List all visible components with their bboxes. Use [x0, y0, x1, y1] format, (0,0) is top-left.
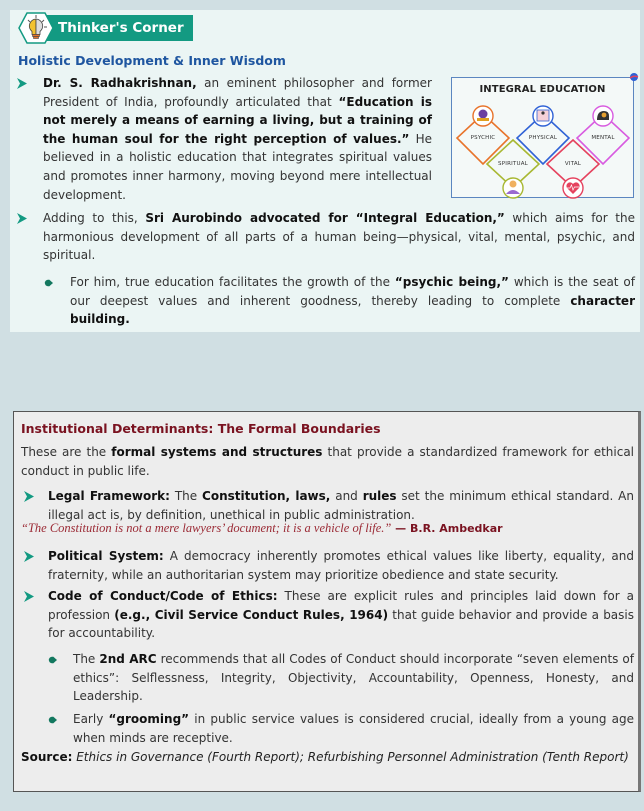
arc-recommendation-item: The 2nd ARC recommends that all Codes of Conduct should incorporate “seven elements of ethics”: Selflessness, Integrity, Objectivity, Accountability, Openness, Honesty, and Leadership. — [73, 652, 634, 704]
chevron-bullet-icon — [17, 213, 27, 224]
praying-icon — [503, 178, 523, 198]
thinkers-corner-panel — [10, 10, 640, 332]
source-citation: Source: Ethics in Governance (Fourth Report); Refurbishing Personnel Administration (Tenth Report) — [21, 750, 629, 764]
brain-icon — [593, 106, 613, 126]
logo-mark-icon — [629, 72, 639, 82]
legal-framework-item: Legal Framework: The Constitution, laws, and rules set the minimum ethical standard. An illegal act is, by definition, unethical in public administration. — [48, 489, 634, 522]
section-heading: Holistic Development & Inner Wisdom — [18, 53, 286, 68]
psychic-label: PSYCHIC — [470, 135, 496, 141]
physical-label: PHYSICAL — [528, 135, 558, 141]
diamond-bullet-icon — [48, 655, 58, 665]
code-of-conduct-item: Code of Conduct/Code of Ethics: These are explicit rules and principles laid down for a profession (e.g., Civil Service Conduct Rules, 1964) that guide behavior and provide a basis for accountability. — [48, 589, 635, 641]
body-icon — [533, 106, 553, 126]
diamond-bullet-icon — [48, 715, 58, 725]
chevron-bullet-icon — [24, 551, 34, 562]
meditation-icon — [473, 106, 493, 126]
aurobindo-paragraph: Adding to this, Sri Aurobindo advocated for “Integral Education,” which aims for the harmonious development of all parts of a human being—physical, vital, mental, psychic, and spiritual. — [43, 211, 635, 263]
chevron-bullet-icon — [24, 591, 34, 602]
vital-label: VITAL — [564, 161, 582, 167]
thinkers-corner-badge — [18, 12, 193, 44]
diamond-bullet-icon — [44, 278, 54, 288]
lightbulb-gear-icon — [18, 12, 54, 44]
chevron-bullet-icon — [24, 491, 34, 502]
thinkers-corner-label: Thinker's Corner — [44, 15, 193, 41]
quote-author: — B.R. Ambedkar — [391, 522, 503, 535]
institutional-determinants-panel — [13, 411, 641, 792]
section-heading: Institutional Determinants: The Formal Boundaries — [21, 421, 381, 436]
aurobindo-highlight: Sri Aurobindo advocated for “Integral Education,” — [145, 211, 505, 225]
diagram-title: INTEGRAL EDUCATION — [479, 84, 606, 95]
intro-paragraph: These are the formal systems and structures that provide a standardized framework for ethical conduct in public life. — [21, 445, 635, 478]
ambedkar-quote: “The Constitution is not a mere lawyers’ document; it is a vehicle of life.” — B.R. Ambedkar — [21, 521, 503, 535]
political-system-item: Political System: A democracy inherently promotes ethical values like liberty, equality, and fraternity, while an authoritarian system may prioritize obedience and state security. — [48, 549, 634, 582]
mental-label: MENTAL — [591, 135, 615, 141]
spiritual-label: SPIRITUAL — [498, 161, 528, 167]
heart-icon — [563, 178, 583, 198]
radhakrishnan-paragraph: Dr. S. Radhakrishnan, an eminent philosopher and former President of India, profoundly articulated that “Education is not merely a means of earning a living, but a training of the human soul for the right perception of values.” He believed in a holistic education that integrates spiritual values and promotes inner harmony, moving beyond mere intellectual development. — [43, 76, 432, 202]
psychic-being-paragraph: For him, true education facilitates the growth of the “psychic being,” which is the seat of our deepest values and inherent goodness, thereby leading to complete character building. — [70, 275, 635, 327]
radhakrishnan-name: Dr. S. Radhakrishnan, — [43, 76, 197, 90]
grooming-item: Early “grooming” in public service values is considered crucial, ideally from a young age when minds are receptive. — [73, 712, 635, 745]
radhakrishnan-quote: “Education is not merely a means of earning a living, but a training of the human soul for the right perception of values.” — [43, 94, 432, 146]
chevron-bullet-icon — [17, 78, 27, 89]
integral-education-diagram — [451, 77, 634, 198]
